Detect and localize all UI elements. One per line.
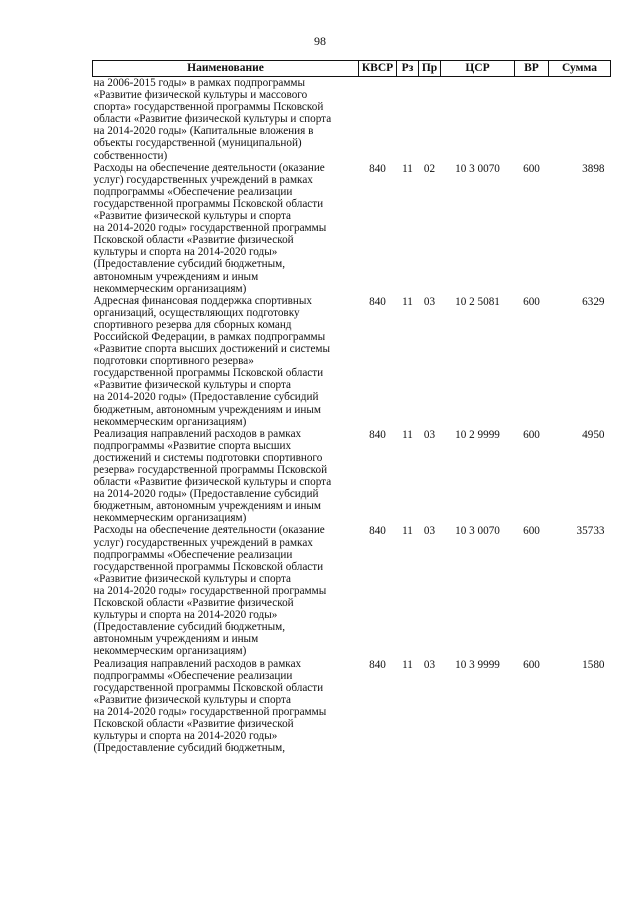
row-name-line: организаций, осуществляющих подготовку: [93, 306, 300, 319]
row-name: [93, 428, 359, 525]
row-pr: 03: [423, 428, 436, 441]
row-name: [93, 295, 359, 428]
row-pr: 03: [423, 658, 436, 671]
table-row: [93, 162, 611, 295]
row-pr: 03: [423, 295, 436, 308]
row-name-line: культуры и спорта на 2014-2020 годы»: [93, 730, 278, 743]
header-kvsr: КВСР: [359, 61, 397, 77]
row-name-line: «Развитие физической культуры и спорта: [93, 693, 291, 706]
row-csr: 10 3 9999: [455, 658, 500, 671]
header-vr: ВР: [515, 61, 549, 77]
row-name-line: Расходы на обеспечение деятельности (оказание: [93, 161, 325, 174]
row-name-line: Российской Федерации, в рамках подпрограммы: [93, 330, 326, 343]
row-name-line: спортивного резерва для сборных команд: [93, 318, 292, 331]
row-rz: 11: [402, 428, 413, 441]
row-sum: 1580: [582, 658, 605, 671]
row-name-line: подпрограммы «Обеспечение реализации: [93, 669, 293, 682]
row-name-line: государственной программы Псковской области: [93, 560, 324, 573]
row-name-line: Адресная финансовая поддержка спортивных: [93, 294, 312, 307]
row-name-line: некоммерческим организациям): [93, 645, 247, 658]
row-csr: 10 3 0070: [455, 525, 500, 538]
row-name-line: Псковской области «Развитие физической: [93, 717, 294, 730]
row-vr: 600: [523, 428, 540, 441]
row-name-line: спорта» государственной программы Псковской: [93, 101, 324, 114]
row-name-line: подпрограммы «Обеспечение реализации: [93, 548, 293, 561]
row-rz: 11: [402, 295, 413, 308]
table-row: [93, 77, 611, 162]
row-name-line: на 2006-2015 годы» в рамках подпрограммы: [93, 77, 305, 89]
row-name-line: Реализация направлений расходов в рамках: [93, 657, 302, 670]
row-name-line: подготовки спортивного резерва»: [93, 355, 254, 368]
page-number: 98: [314, 34, 326, 48]
row-kvsr: 840: [369, 162, 386, 175]
row-name: [93, 524, 359, 657]
row-rz: 11: [402, 162, 413, 175]
row-name-line: на 2014-2020 годы» (Предоставление субсидий: [93, 488, 319, 501]
row-csr: [441, 77, 515, 162]
row-name-line: государственной программы Псковской области: [93, 197, 324, 210]
table-row: [93, 524, 611, 657]
row-name-line: «Развитие физической культуры и массового: [93, 89, 308, 102]
row-pr: 03: [423, 525, 436, 538]
row-vr: 600: [523, 162, 540, 175]
row-vr: 600: [523, 658, 540, 671]
row-name-line: услуг) государственных учреждений в рамках: [93, 536, 313, 549]
row-rz: 11: [402, 658, 413, 671]
row-name-line: на 2014-2020 годы» (Капитальные вложения в: [93, 125, 314, 138]
row-rz: 11: [402, 525, 413, 538]
row-name-line: государственной программы Псковской области: [93, 681, 324, 694]
row-name: [93, 658, 359, 755]
row-name-line: объекты государственной (муниципальной): [93, 137, 302, 150]
row-name-line: государственной программы Псковской области: [93, 367, 324, 380]
row-sum: 3898: [582, 162, 605, 175]
row-name-line: Реализация направлений расходов в рамках: [93, 427, 302, 440]
row-pr: [419, 77, 441, 162]
row-pr: 02: [423, 162, 436, 175]
table-row: [93, 658, 611, 755]
row-csr: 10 2 9999: [455, 428, 500, 441]
header-csr: ЦСР: [441, 61, 515, 77]
row-csr: 10 3 0070: [455, 162, 500, 175]
row-kvsr: [359, 77, 397, 162]
row-csr: 10 2 5081: [455, 295, 500, 308]
row-sum: 35733: [576, 525, 605, 538]
row-name-line: «Развитие физической культуры и спорта: [93, 379, 291, 392]
row-name-line: подпрограммы «Развитие спорта высших: [93, 439, 292, 452]
row-name-line: области «Развитие физической культуры и спорта: [93, 113, 332, 126]
row-name-line: (Предоставление субсидий бюджетным,: [93, 621, 286, 634]
row-name-line: некоммерческим организациям): [93, 282, 247, 295]
row-vr: 600: [523, 295, 540, 308]
header-pr: Пр: [419, 61, 441, 77]
row-name-line: на 2014-2020 годы» (Предоставление субсидий: [93, 391, 319, 404]
row-name-line: культуры и спорта на 2014-2020 годы»: [93, 609, 278, 622]
row-name-line: на 2014-2020 годы» государственной программы: [93, 222, 327, 235]
row-kvsr: 840: [369, 525, 386, 538]
row-name-line: резерва» государственной программы Псковской: [93, 464, 328, 476]
row-name-line: «Развитие физической культуры и спорта: [93, 210, 291, 223]
row-name-line: подпрограммы «Обеспечение реализации: [93, 185, 293, 198]
row-name-line: собственности): [93, 149, 168, 162]
row-name: [93, 162, 359, 295]
row-name-line: Псковской области «Развитие физической: [93, 234, 294, 247]
row-name-line: «Развитие физической культуры и спорта: [93, 572, 291, 585]
row-name-line: (Предоставление субсидий бюджетным,: [93, 742, 286, 755]
header-sum: Сумма: [549, 61, 611, 77]
table-body: [93, 77, 611, 755]
row-name-line: автономным учреждениям и иным: [93, 270, 259, 283]
row-name-line: (Предоставление субсидий бюджетным,: [93, 258, 286, 271]
row-name-line: автономным учреждениям и иным: [93, 633, 259, 646]
row-name-line: достижений и системы подготовки спортивного: [93, 451, 323, 464]
row-name-line: области «Развитие физической культуры и спорта: [93, 476, 332, 489]
row-name-line: некоммерческим организациям): [93, 512, 247, 525]
table-row: [93, 295, 611, 428]
header-rz: Рз: [397, 61, 419, 77]
row-name-line: бюджетным, автономным учреждениям и иным: [93, 403, 321, 416]
row-name-line: на 2014-2020 годы» государственной программы: [93, 584, 327, 597]
row-name-line: Псковской области «Развитие физической: [93, 597, 294, 610]
row-sum: [549, 77, 611, 162]
header-name: Наименование: [93, 61, 359, 77]
row-name-line: на 2014-2020 годы» государственной программы: [93, 705, 327, 718]
row-name-line: услуг) государственных учреждений в рамках: [93, 173, 313, 186]
row-name-line: некоммерческим организациям): [93, 415, 247, 428]
row-name-line: «Развитие спорта высших достижений и системы: [93, 343, 331, 356]
row-name-line: бюджетным, автономным учреждениям и иным: [93, 500, 321, 513]
row-name: [93, 77, 359, 162]
row-kvsr: 840: [369, 658, 386, 671]
row-vr: [515, 77, 549, 162]
table-row: [93, 428, 611, 525]
row-sum: 4950: [582, 428, 605, 441]
row-vr: 600: [523, 525, 540, 538]
table-header-row: [93, 61, 611, 77]
budget-table: [92, 60, 611, 754]
row-kvsr: 840: [369, 295, 386, 308]
row-kvsr: 840: [369, 428, 386, 441]
row-name-line: Расходы на обеспечение деятельности (оказание: [93, 524, 325, 537]
row-rz: [397, 77, 419, 162]
row-name-line: культуры и спорта на 2014-2020 годы»: [93, 246, 278, 259]
row-sum: 6329: [582, 295, 605, 308]
